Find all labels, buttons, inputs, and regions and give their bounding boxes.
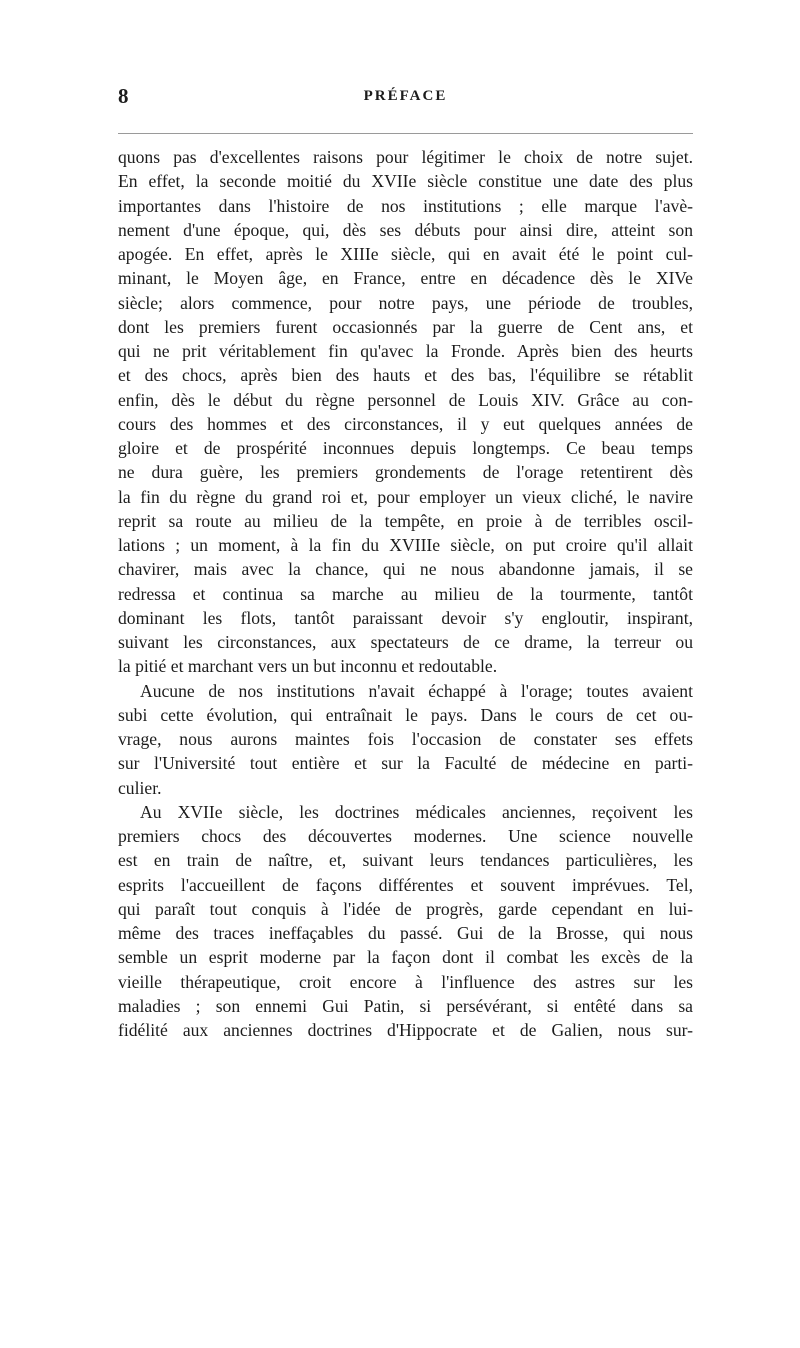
text-line: qui ne prit véritablement fin qu'avec la Fronde. Après bien des heurts <box>118 341 693 361</box>
text-line: premiers chocs des découvertes modernes. Une science nouvelle <box>118 826 693 846</box>
text-line: subi cette évolution, qui entraînait le pays. Dans le cours de cet ou- <box>118 704 693 725</box>
text-line: et des chocs, après bien des hauts et des bas, l'équilibre se rétablit <box>118 365 693 386</box>
text-line: siècle; alors commence, pour notre pays, une période de troubles, <box>118 292 693 313</box>
text-line: dominant les flots, tantôt paraissant devoir s'y engloutir, inspirant, <box>118 607 693 628</box>
text-line: apogée. En effet, après le XIIIe siècle, qui en avait été le point cul- <box>118 244 693 264</box>
text-line: vrage, nous aurons maintes fois l'occasion de constater ses effets <box>118 729 693 749</box>
text-line: Aucune de nos institutions n'avait échappé à l'orage; toutes avaient <box>140 680 693 701</box>
text-line: même des traces ineffaçables du passé. Gui de la Brosse, qui nous <box>118 923 693 943</box>
text-line: vieille thérapeutique, croit encore à l'influence des astres sur les <box>118 971 693 992</box>
text-line: Au XVIIe siècle, les doctrines médicales anciennes, reçoivent les <box>140 801 693 822</box>
text-line: qui paraît tout conquis à l'idée de progrès, garde cependant en lui- <box>118 898 693 919</box>
text-line: la pitié et marchant vers un but inconnu et redoutable. <box>118 656 498 677</box>
text-line: nement d'une époque, qui, dès ses débuts pour ainsi dire, atteint son <box>118 219 693 240</box>
text-line: suivant les circonstances, aux spectateurs de ce drame, la terreur ou <box>118 632 693 652</box>
text-line: chavirer, mais avec la chance, qui ne nous abandonne jamais, il se <box>118 559 693 580</box>
text-line: enfin, dès le début du règne personnel de Louis XIV. Grâce au con- <box>118 389 693 410</box>
text-line: En effet, la seconde moitié du XVIIe siècle constitue une date des plus <box>118 171 693 192</box>
header-rule <box>118 133 693 134</box>
text-line: sur l'Université tout entière et sur la Faculté de médecine en parti- <box>118 753 693 774</box>
page-header <box>118 84 693 108</box>
text-line: esprits l'accueillent de façons différentes et souvent imprévues. Tel, <box>118 874 693 895</box>
text-line: maladies ; son ennemi Gui Patin, si persévérant, si entêté dans sa <box>118 995 693 1016</box>
text-line: la fin du règne du grand roi et, pour employer un vieux cliché, le navire <box>118 486 693 507</box>
text-line: fidélité aux anciennes doctrines d'Hippocrate et de Galien, nous sur- <box>118 1020 693 1040</box>
text-line: est en train de naître, et, suivant leurs tendances particulières, les <box>118 850 693 871</box>
running-title: PRÉFACE <box>363 88 448 104</box>
text-line: semble un esprit moderne par la façon dont il combat les excès de la <box>118 947 693 968</box>
body-text <box>118 145 693 1042</box>
text-line: redressa et continua sa marche au milieu de la tourmente, tantôt <box>118 583 693 604</box>
text-line: minant, le Moyen âge, en France, entre en décadence dès le XIVe <box>118 268 693 289</box>
text-line: gloire et de prospérité inconnues depuis longtemps. Ce beau temps <box>118 438 693 458</box>
text-line: importantes dans l'histoire de nos institutions ; elle marque l'avè- <box>118 195 693 216</box>
text-line: reprit sa route au milieu de la tempête, en proie à de terribles oscil- <box>118 510 693 531</box>
text-line: lations ; un moment, à la fin du XVIIIe siècle, on put croire qu'il allait <box>118 535 693 555</box>
text-line: dont les premiers furent occasionnés par la guerre de Cent ans, et <box>118 316 693 337</box>
text-line: quons pas d'excellentes raisons pour légitimer le choix de notre sujet. <box>118 147 693 167</box>
text-line: ne dura guère, les premiers grondements de l'orage retentirent dès <box>118 462 693 483</box>
text-line: culier. <box>118 777 162 798</box>
text-line: cours des hommes et des circonstances, il y eut quelques années de <box>118 413 693 434</box>
page-number: 8 <box>118 84 129 108</box>
